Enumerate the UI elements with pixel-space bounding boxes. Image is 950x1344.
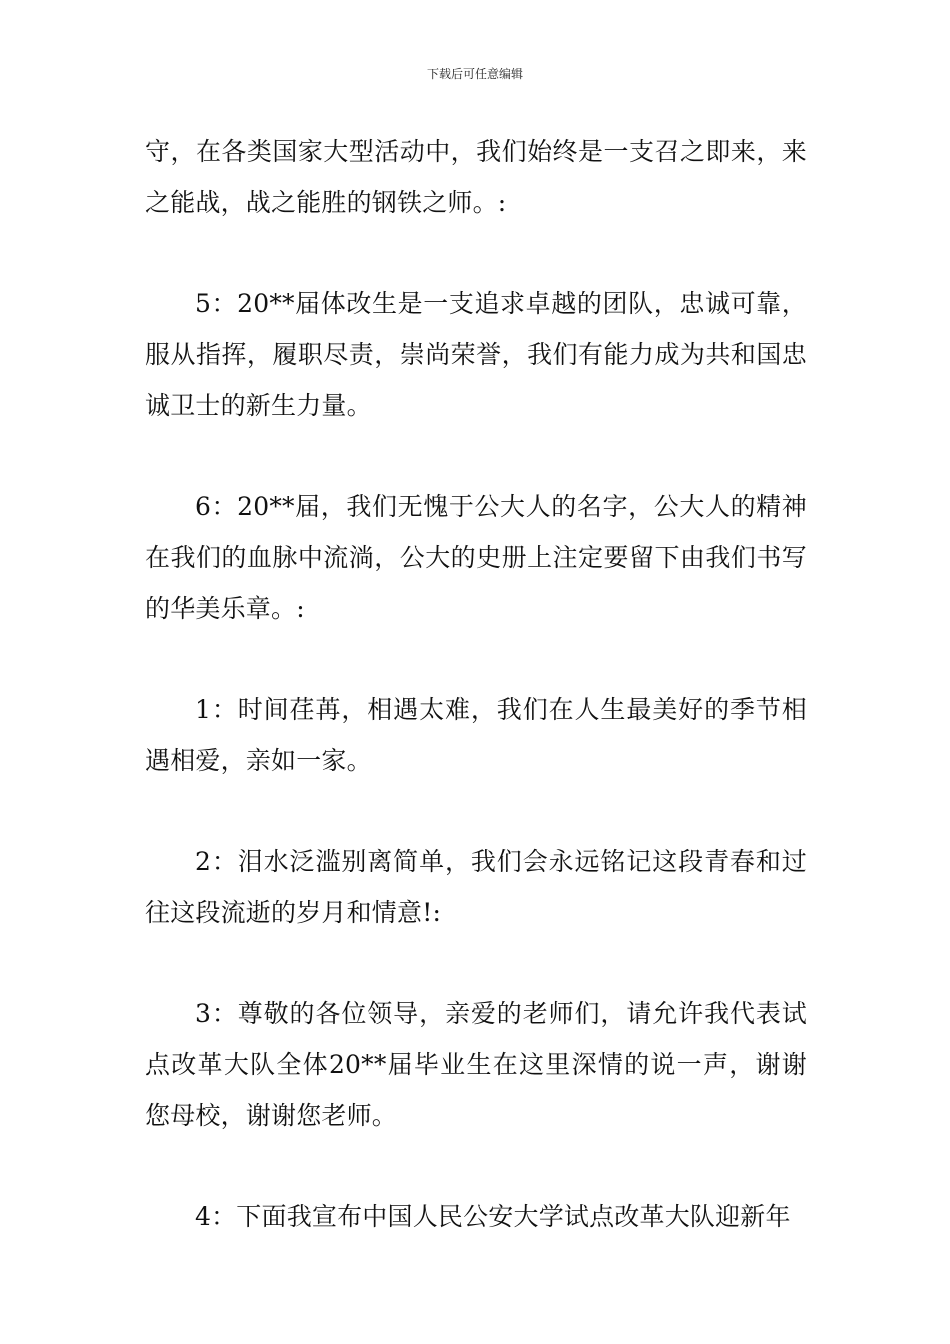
paragraph-gap <box>145 786 807 836</box>
paragraph: 2：泪水泛滥别离简单，我们会永远铭记这段青春和过往这段流逝的岁月和情意!: <box>145 847 807 927</box>
paragraph: 4：下面我宣布中国人民公安大学试点改革大队迎新年 <box>195 1202 791 1231</box>
page-header: 下载后可任意编辑 <box>426 67 523 81</box>
paragraph: 5：20**届体改生是一支追求卓越的团队，忠诚可靠，服从指挥，履职尽责，崇尚荣誉，我们有能力成为共和国忠诚卫士的新生力量。 <box>145 289 807 420</box>
paragraph-gap <box>145 634 807 684</box>
paragraph-gap <box>145 1141 807 1191</box>
paragraph-gap <box>145 431 807 481</box>
document-body <box>145 126 807 1242</box>
paragraph-gap <box>145 938 807 988</box>
paragraph: 6：20**届，我们无愧于公大人的名字，公大人的精神在我们的血脉中流淌，公大的史册上注定要留下由我们书写的华美乐章。: <box>145 492 807 623</box>
paragraph: 1：时间荏苒，相遇太难，我们在人生最美好的季节相遇相爱，亲如一家。 <box>145 695 807 775</box>
paragraph: 守，在各类国家大型活动中，我们始终是一支召之即来，来之能战，战之能胜的钢铁之师。: <box>145 137 807 217</box>
paragraph-gap <box>145 228 807 278</box>
paragraph: 3：尊敬的各位领导，亲爱的老师们，请允许我代表试点改革大队全体20**届毕业生在这里深情的说一声，谢谢您母校，谢谢您老师。 <box>145 999 807 1130</box>
